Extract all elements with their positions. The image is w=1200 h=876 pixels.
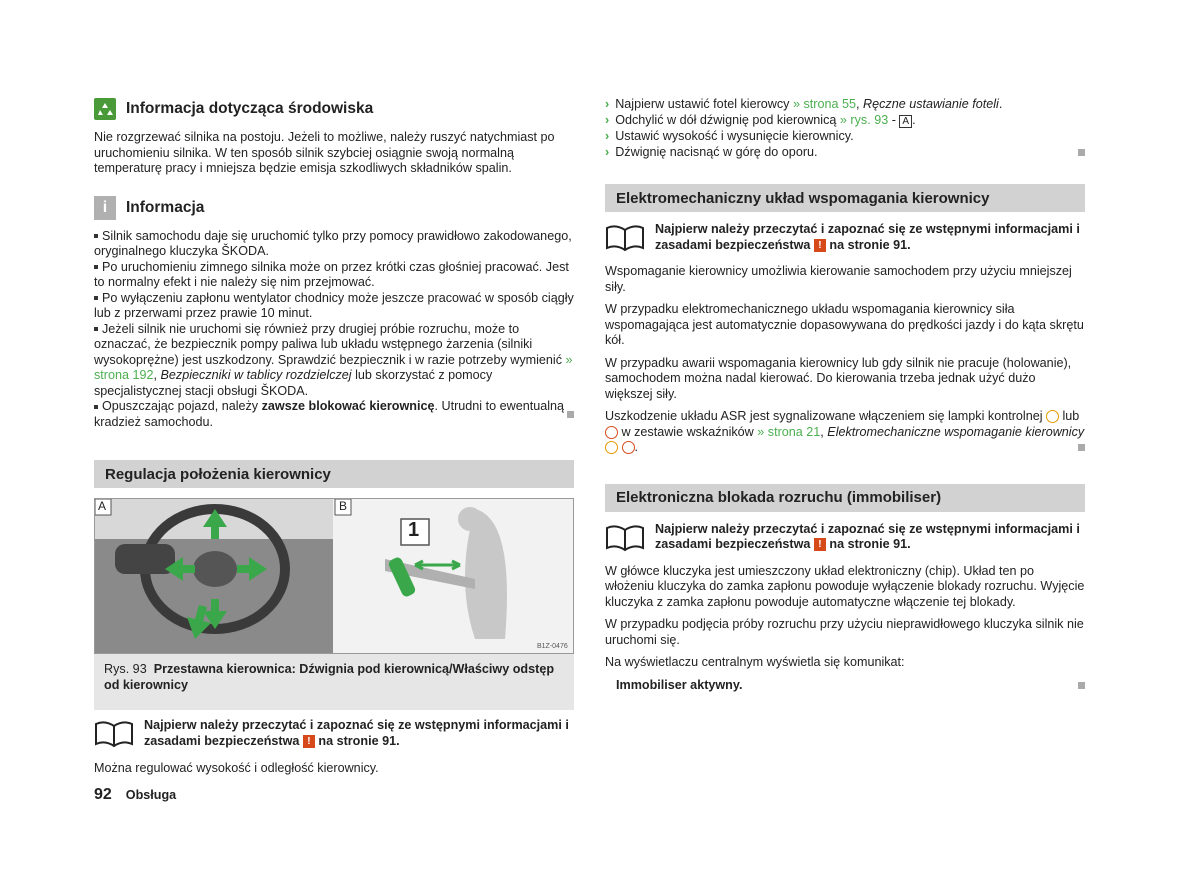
env-header bbox=[94, 94, 574, 124]
bullet-text: Silnik samochodu daje się uruchomić tylko przy pomocy prawidłowo zakodowanego, oryginalnego kluczyka ŠKODA. bbox=[94, 228, 572, 258]
bullet-text: Jeżeli silnik nie uruchomi się również przy drugiej próbie rozruchu, może to oznaczać, że bezpiecznik pompy paliwa lub układu wstępnego żarzenia (silniki wysokoprężne) jest uszkodzony. Sprawdzić bezpiecznik i w razie potrzeby wymienić bbox=[94, 321, 566, 367]
book-text-b: na stronie 91. bbox=[829, 237, 911, 252]
info-icon: i bbox=[94, 196, 116, 220]
end-marker bbox=[1078, 444, 1085, 451]
figure-caption bbox=[94, 654, 574, 710]
wsp-p1: Wspomaganie kierownicy umożliwia kierowanie samochodem przy użyciu mniejszej siły. bbox=[605, 264, 1072, 294]
bullet-icon bbox=[94, 405, 98, 409]
step-text: - bbox=[888, 112, 900, 127]
book-text-a: Najpierw należy przeczytać i zapoznać się ze wstępnymi informacjami i zasadami bezpieczeństwa bbox=[655, 222, 1080, 252]
ref-title: Ręczne ustawianie foteli bbox=[863, 97, 999, 111]
section-name: Obsługa bbox=[125, 788, 177, 802]
bullet-text: . Utrudni to ewentualną kradzież samochodu. bbox=[94, 399, 565, 429]
book-text-b: na stronie 91. bbox=[318, 733, 400, 748]
section-bar-regulacja: Regulacja położenia kierownicy bbox=[94, 460, 574, 488]
step-item bbox=[605, 113, 1085, 130]
step-item bbox=[605, 129, 1085, 145]
asr-lamp-icon bbox=[1046, 410, 1059, 423]
book-icon bbox=[94, 718, 134, 748]
steering-figure bbox=[95, 499, 574, 654]
step-text: , bbox=[856, 97, 863, 111]
bullet-icon bbox=[94, 234, 98, 238]
step-arrow-icon: › bbox=[605, 97, 610, 111]
end-marker bbox=[1078, 149, 1085, 156]
ref-title: Elektromechaniczne wspomaganie kierownicy bbox=[827, 424, 1085, 439]
page-link[interactable]: » strona 21 bbox=[757, 424, 821, 439]
book-text bbox=[655, 222, 1085, 253]
steps-list bbox=[605, 97, 1085, 160]
figure-93 bbox=[94, 498, 574, 654]
step-text: . bbox=[998, 97, 1003, 111]
bullet-text: Opuszczając pojazd, należy bbox=[102, 399, 262, 413]
caption-prefix: Rys. 93 bbox=[104, 662, 147, 676]
page-link[interactable]: » strona 55 bbox=[792, 97, 856, 111]
book-text-a: Najpierw należy przeczytać i zapoznać się ze wstępnymi informacjami i zasadami bezpieczeństwa bbox=[144, 718, 569, 748]
step-item bbox=[605, 145, 1085, 161]
env-title: Informacja dotycząca środowiska bbox=[126, 100, 374, 117]
fig-label-a: A bbox=[98, 499, 107, 513]
book-text bbox=[655, 522, 1085, 553]
asr-lamp-red-icon bbox=[605, 426, 618, 439]
wsp-p2: W przypadku elektromechanicznego układu wspomagania kierownicy siła wspomagająca jest automatycznie dopasowywana do prędkości jazdy i do kąta skrętu kół. bbox=[605, 302, 1084, 347]
step-text: Ustawić wysokość i wysunięcie kierownicy. bbox=[615, 129, 854, 143]
end-marker bbox=[567, 411, 574, 418]
p4-text: w zestawie wskaźników bbox=[621, 424, 754, 439]
page-footer bbox=[94, 786, 176, 804]
info-bullet bbox=[94, 399, 574, 430]
read-first-note bbox=[605, 522, 1085, 553]
book-text bbox=[144, 718, 574, 749]
regulacja-text: Można regulować wysokość i odległość kierownicy. bbox=[94, 761, 379, 775]
bullet-text: Po wyłączeniu zapłonu wentylator chodnicy może jeszcze pracować w sposób ciągły lub z przerwami przez prawie 10 minut. bbox=[94, 290, 574, 320]
book-text-b: na stronie 91. bbox=[829, 537, 911, 551]
step-text: Dźwignię nacisnąć w górę do oporu. bbox=[615, 144, 818, 159]
read-first-note bbox=[94, 718, 574, 749]
info-bullet bbox=[94, 229, 574, 260]
bullet-text: lub skorzystać z pomocy specjalistycznej stacji obsługi ŠKODA. bbox=[94, 368, 493, 398]
end-marker bbox=[1078, 682, 1085, 689]
warning-icon: ! bbox=[303, 735, 315, 748]
book-text-a: Najpierw należy przeczytać i zapoznać się ze wstępnymi informacjami i zasadami bezpieczeństwa bbox=[655, 521, 1080, 551]
p4-text: Uszkodzenie układu ASR jest sygnalizowane włączeniem się lampki kontrolnej bbox=[605, 409, 1043, 423]
recycle-icon bbox=[94, 98, 116, 120]
figure-ref-box: A bbox=[899, 115, 912, 128]
bullet-icon bbox=[94, 327, 98, 331]
caption-title: Przestawna kierownica: Dźwignia pod kierownicą/Właściwy odstęp od kierownicy bbox=[104, 662, 555, 692]
bullet-text: Po uruchomieniu zimnego silnika może on przez krótki czas głośniej pracować. Jest to normalny efekt i nie należy się nim przejmować. bbox=[94, 259, 569, 289]
ref-title: Bezpieczniki w tablicy rozdzielczej bbox=[160, 368, 352, 382]
section-bar-immobiliser: Elektroniczna blokada rozruchu (immobiliser) bbox=[605, 484, 1085, 512]
imm-message bbox=[605, 678, 1085, 694]
asr-lamp-red-icon bbox=[622, 441, 635, 454]
info-bullet bbox=[94, 291, 574, 322]
right-column bbox=[605, 97, 1085, 693]
step-arrow-icon: › bbox=[605, 129, 610, 143]
info-bullet: Jeżeli silnik nie uruchomi się również przy drugiej próbie rozruchu, może to oznaczać, że bezpiecznik pompy paliwa lub układu wstępnego żarzenia (silniki wysokoprężne) jest uszkodzony. Sprawdzić bezpiecznik i w razie potrzeby wymienić » strona 192, Bezpieczniki w tablicy rozdzielczej lub skorzystać z pomocy specjalistycznej stacji obsługi ŠKODA. bbox=[94, 321, 573, 398]
wsp-p4: Uszkodzenie układu ASR jest sygnalizowane włączeniem się lampki kontrolnej lub w zestawie wskaźników » strona 21, Elektromechaniczne wspomaganie kierownicy . bbox=[605, 409, 1085, 454]
step-item bbox=[605, 97, 1085, 113]
left-column bbox=[94, 94, 574, 777]
warning-icon: ! bbox=[814, 538, 826, 551]
book-icon bbox=[605, 222, 645, 252]
imm-p2: W przypadku podjęcia próby rozruchu przy użyciu nieprawidłowego kluczyka silnik nie uruchomi się. bbox=[605, 617, 1084, 647]
step-text: Odchylić w dół dźwignię pod kierownicą bbox=[615, 112, 840, 127]
bold-text: zawsze blokować kierownicę bbox=[261, 399, 435, 413]
bullet-icon bbox=[94, 296, 98, 300]
read-first-note bbox=[605, 222, 1085, 253]
message-text: Immobiliser aktywny. bbox=[616, 677, 743, 692]
info-title: Informacja bbox=[126, 198, 205, 216]
p4-text: . bbox=[634, 440, 638, 454]
step-text: . bbox=[912, 112, 916, 127]
section-bar-wspomaganie: Elektromechaniczny układ wspomagania kierownicy bbox=[605, 184, 1085, 212]
fig-label-1: 1 bbox=[408, 519, 420, 541]
step-arrow-icon: › bbox=[605, 144, 610, 159]
fig-code: B1Z-0476 bbox=[537, 643, 568, 650]
step-text: Najpierw ustawić fotel kierowcy bbox=[615, 97, 793, 111]
imm-p1: W główce kluczyka jest umieszczony układ elektroniczny (chip). Układ ten po włożeniu kluczyka do zamka zapłonu powoduje wyłączenie blokady rozruchu. Wyjęcie kluczyka z zamka zapłonu powoduje automatyczne włączenie tej blokady. bbox=[605, 563, 1085, 609]
p4-text: lub bbox=[1062, 409, 1080, 423]
env-text: Nie rozgrzewać silnika na postoju. Jeżeli to możliwe, należy ruszyć natychmiast po uruchomieniu silnika. W ten sposób silnik szybciej osiągnie swoją normalną temperaturę pracy i mniejsza będzie emisja szkodliwych składników spalin. bbox=[94, 130, 555, 175]
book-icon bbox=[605, 522, 645, 552]
bullet-icon bbox=[94, 265, 98, 269]
wsp-p3: W przypadku awarii wspomagania kierownicy lub gdy silnik nie pracuje (holowanie), samochodem można nadal kierować. Do kierowania trzeba jednak użyć dużo większej siły. bbox=[605, 355, 1072, 401]
info-header bbox=[94, 193, 574, 223]
imm-p3: Na wyświetlaczu centralnym wyświetla się komunikat: bbox=[605, 655, 905, 669]
fig-label-b: B bbox=[339, 499, 348, 513]
page-link[interactable]: » strona 192 bbox=[94, 352, 573, 382]
page-link[interactable]: » rys. 93 bbox=[839, 112, 889, 127]
info-bullet bbox=[94, 260, 574, 291]
step-arrow-icon: › bbox=[605, 112, 610, 127]
page-number: 92 bbox=[94, 786, 112, 803]
asr-lamp-icon bbox=[605, 441, 618, 454]
warning-icon: ! bbox=[814, 239, 826, 252]
